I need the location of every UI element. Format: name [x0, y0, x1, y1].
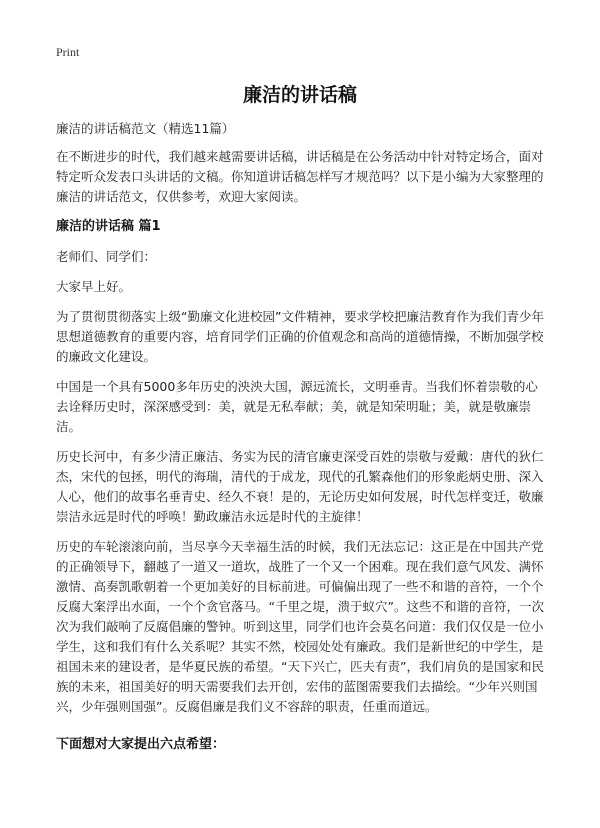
greeting: 大家早上好。	[56, 279, 132, 294]
paragraph-3: 历史长河中，有多少清正廉洁、务实为民的清官廉吏深受百姓的崇敬与爱戴：唐代的狄仁杰，宋代的包拯，明代的海瑞，清代的于成龙，现代的孔繁森他们的形象彪炳史册、深入人心，他们的故事名垂青史、经久不衰！是的，无论历史如何发展，时代怎样变迁，敬廉崇洁永远是时代的呼唤！勤政廉洁永远是时代的主旋律！	[56, 449, 544, 524]
document-body	[56, 119, 548, 765]
print-link[interactable]: Print	[56, 45, 80, 59]
section-heading: 廉洁的讲话稿 篇1	[56, 219, 161, 234]
paragraph-1: 为了贯彻贯彻落实上级“勤廉文化进校园”文件精神，要求学校把廉洁教育作为我们青少年思想道德教育的重要内容，培育同学们正确的价值观念和高尚的道德情操，不断加强学校的廉政文化建设。	[56, 309, 544, 364]
intro-paragraph: 在不断进步的时代，我们越来越需要讲话稿，讲话稿是在公务活动中针对特定场合，面对特定听众发表口头讲话的文稿。你知道讲话稿怎样写才规范吗？以下是小编为大家整理的廉洁的讲话范文，仅供参考，欢迎大家阅读。	[56, 149, 544, 204]
document-subtitle: 廉洁的讲话稿范文（精选11篇）	[56, 121, 235, 136]
document-title: 廉洁的讲话稿	[242, 84, 357, 106]
paragraph-4: 历史的车轮滚滚向前，当尽享今天幸福生活的时候，我们无法忘记：这正是在中国共产党的正确领导下，翻越了一道又一道坎，战胜了一个又一个困难。现在我们意气风发、满怀激情、高奏凯歌朝着一个更加美好的目标前进。可偏偏出现了一些不和谐的音符，一个个反腐大案浮出水面，一个个贪官落马。“千里之堤，溃于蚁穴”。这些不和谐的音符，一次次为我们敲响了反腐倡廉的警钟。听到这里，同学们也许会莫名问道：我们仅仅是一位小学生，这和我们有什么关系呢？其实不然，校园处处有廉政。我们是新世纪的中学生，是祖国未来的建设者，是华夏民族的希望。“天下兴亡，匹夫有责”，我们肩负的是国家和民族的未来，祖国美好的明天需要我们去开创，宏伟的蓝图需要我们去描绘。“少年兴则国兴，少年强则国强”。反腐倡廉是我们义不容辞的职责，任重而道远。	[56, 539, 544, 714]
paragraph-2: 中国是一个具有5000多年历史的泱泱大国，源远流长，文明垂青。当我们怀着崇敬的心去诠释历史时，深深感受到：美，就是无私奉献；美，就是知荣明耻；美，就是敬廉崇洁。	[56, 379, 538, 434]
bottom-heading: 下面想对大家提出六点希望：	[56, 737, 226, 752]
salutation: 老师们、同学们：	[56, 249, 157, 264]
